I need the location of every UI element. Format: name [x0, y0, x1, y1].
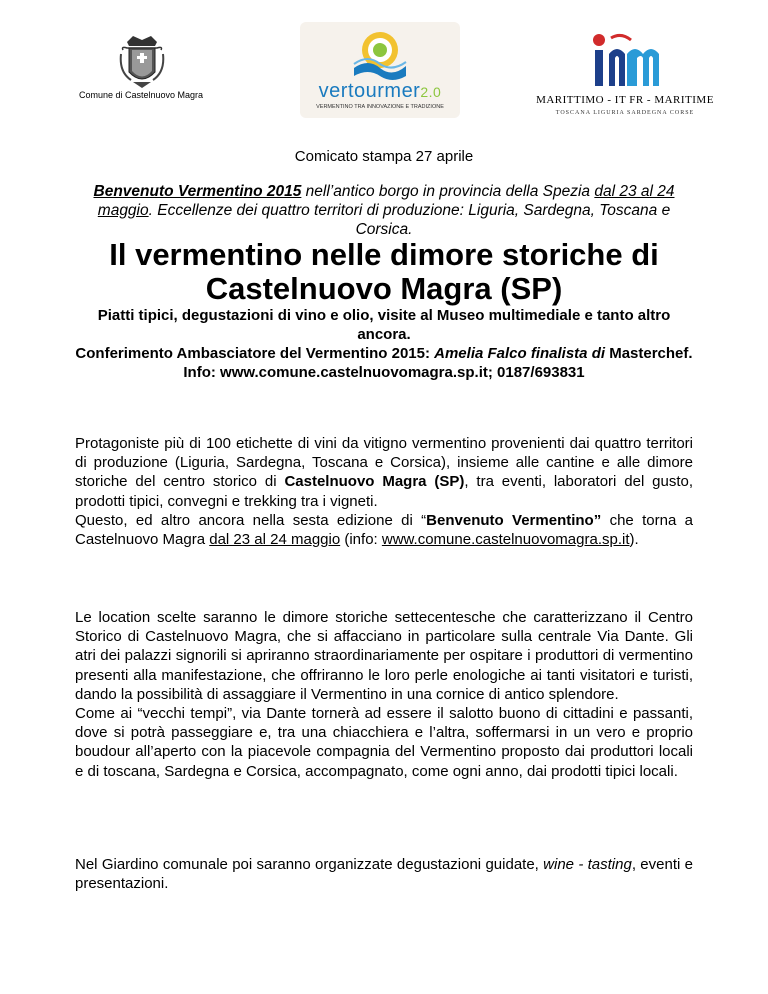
body-paragraph-2: Le location scelte saranno le dimore storiche settecentesche che caratterizzano il Centro Storico di Castelnuovo Magra, che si affacciano in particolare sulla centrale Via Dante. Gli atri dei palazzi signorili si apriranno straordinariamente per ospitare i produttori di vermentino presenti alla manifestazione, che offriranno le loro perle enologiche ai tanti visitatori e turisti, dando la possibilità di assaggiare il Vermentino in una cornice di antico splendore. Come ai “vecchi tempi”, via Dante tornerà ad essere il salotto buono di cittadini e passanti, dove si potrà passeggiare e, tra una chiacchiera e l’altra, soffermarsi in un vero e proprio boudour all’aperto con la piacevole compagnia del Vermentino proposto dai produttori locali e di toscana, Sardegna e Corsica, accompagnato, come ogni anno, dai prodotti tipici locali. [75, 609, 693, 780]
event-name: Benvenuto Vermentino 2015 [93, 183, 302, 200]
coat-of-arms-icon [119, 32, 165, 90]
subtitle-text: nell’antico borgo in provincia della Spezia [301, 183, 595, 200]
summary-info: Info: www.comune.castelnuovomagra.sp.it; 0187/693831 [183, 364, 585, 381]
vertourmer-emblem-icon [350, 28, 410, 80]
vertourmer-tagline: VERMENTINO TRA INNOVAZIONE E TRADIZIONE [316, 104, 444, 110]
marittimo-logo [525, 30, 725, 130]
press-subtitle [70, 182, 698, 239]
summary-line-1: Piatti tipici, degustazioni di vino e olio, visite al Museo multimediale e tanto altro ancora. [97, 307, 671, 343]
page-title: Il vermentino nelle dimore storiche di Castelnuovo Magra (SP) [109, 237, 659, 306]
summary [70, 306, 698, 382]
body-paragraph-3: Nel Giardino comunale poi saranno organizzate degustazioni guidate, wine - tasting, eventi e presentazioni. [75, 856, 693, 893]
subtitle-text-end: . Eccellenze dei quattro territori di produzione: Liguria, Sardegna, Toscana e Corsica. [148, 202, 671, 238]
body-paragraph-1: Protagoniste più di 100 etichette di vini da vitigno vermentino provenienti dai quattro territori di produzione (Liguria, Sardegna, Toscana e Corsica), insieme alle cantine e alle dimore storiche del centro storico di Castelnuovo Magra (SP), tra eventi, laboratori del gusto, prodotti tipici, convegni e trekking tra i vigneti. Questo, ed altro ancora nella sesta edizione di “Benvenuto Vermentino” che torna a Castelnuovo Magra dal 23 al 24 maggio (info: www.comune.castelnuovomagra.sp.it). [75, 435, 694, 549]
municipality-logo [66, 32, 216, 104]
website-link[interactable]: www.comune.castelnuovomagra.sp.it [381, 531, 630, 549]
event-dates-body: dal 23 al 24 maggio [209, 531, 341, 549]
summary-line-2: Conferimento Ambasciatore del Vermentino 2015: Amelia Falco finalista di Masterchef. [75, 345, 693, 362]
marittimo-mark-icon [585, 30, 665, 90]
marittimo-name: MARITTIMO - IT FR - MARITIME [536, 94, 714, 106]
marittimo-regions: TOSCANA LIGURIA SARDEGNA CORSE [555, 110, 695, 116]
event-dates: dal 23 al 24 maggio [97, 183, 675, 219]
press-release-date: Comicato stampa 27 aprile [294, 148, 474, 165]
municipality-name: Comune di Castelnuovo Magra [78, 90, 204, 100]
vertourmer-logo [300, 22, 460, 118]
vertourmer-wordmark: vertourmer2.0 [318, 80, 442, 102]
